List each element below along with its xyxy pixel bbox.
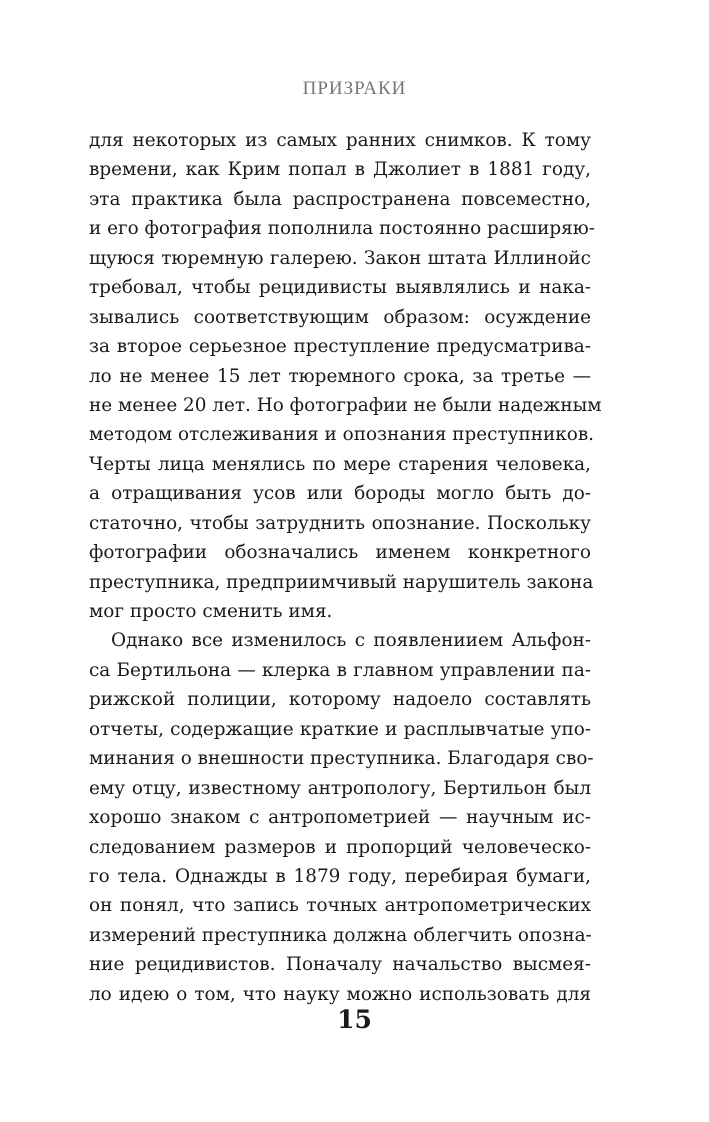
text-line: Однако все изменилось с появлениием Альфон- bbox=[111, 630, 591, 652]
text-line: для некоторых из самых ранних снимков. К тому bbox=[89, 130, 591, 151]
text-line: статочно, чтобы затруднить опознание. Поскольку bbox=[89, 512, 591, 534]
text-line: мог просто сменить имя. bbox=[89, 601, 333, 622]
text-line: методом отслеживания и опознания преступников. bbox=[89, 424, 595, 446]
text-line: следованием размеров и пропорций человеческо- bbox=[89, 836, 591, 858]
paragraph-1 bbox=[89, 126, 602, 626]
text-line: преступника, предприимчивый нарушитель закона bbox=[89, 571, 594, 593]
text-line: го тела. Однажды в 1879 году, перебирая бумаги, bbox=[89, 865, 591, 887]
text-line: щуюся тюремную галерею. Закон штата Иллинойс bbox=[89, 247, 591, 269]
text-line: фотографии обозначались именем конкретного bbox=[89, 542, 591, 564]
text-line: измерений преступника должна облегчить опозна- bbox=[89, 924, 592, 946]
text-line: зывались соответствующим образом: осуждение bbox=[89, 306, 591, 328]
text-line: ло не менее 15 лет тюремного срока, за третье — bbox=[89, 365, 591, 387]
text-line: за второе серьезное преступление предусматрива- bbox=[89, 336, 591, 358]
text-line: ние рецидивистов. Поначалу начальство высмея- bbox=[89, 954, 591, 976]
text-line: времени, как Крим попал в Джолиет в 1881 году, bbox=[89, 159, 591, 181]
text-line: а отращивания усов или бороды могло быть до- bbox=[89, 483, 591, 505]
text-line: не менее 20 лет. Но фотографии не были надежным bbox=[89, 394, 602, 416]
text-line: он понял, что запись точных антропометрических bbox=[89, 895, 591, 917]
text-line: ло идею о том, что науку можно использовать для bbox=[89, 983, 591, 1005]
text-line: и его фотография пополнила постоянно расширяю- bbox=[89, 218, 595, 240]
text-line: са Бертильона — клерка в главном управлении па- bbox=[89, 659, 591, 681]
text-line: отчеты, содержащие краткие и расплывчатые упо- bbox=[89, 718, 591, 740]
running-head-title: ПРИЗРАКИ bbox=[302, 78, 407, 99]
text-line: требовал, чтобы рецидивисты выявлялись и нака- bbox=[89, 277, 591, 299]
body-text bbox=[89, 126, 602, 1009]
text-line: хорошо знаком с антропометрией — научным ис- bbox=[89, 807, 591, 829]
text-line: минания о внешности преступника. Благодаря сво- bbox=[89, 748, 594, 770]
text-line: рижской полиции, которому надоело составлять bbox=[89, 689, 591, 711]
paragraph-2 bbox=[89, 626, 594, 1009]
text-line: эта практика была распространена повсеместно, bbox=[89, 188, 591, 210]
text-line: Черты лица менялись по мере старения человека, bbox=[89, 453, 591, 475]
page-number: 15 bbox=[337, 1005, 372, 1034]
text-line: ему отцу, известному антропологу, Бертильон был bbox=[89, 777, 591, 799]
